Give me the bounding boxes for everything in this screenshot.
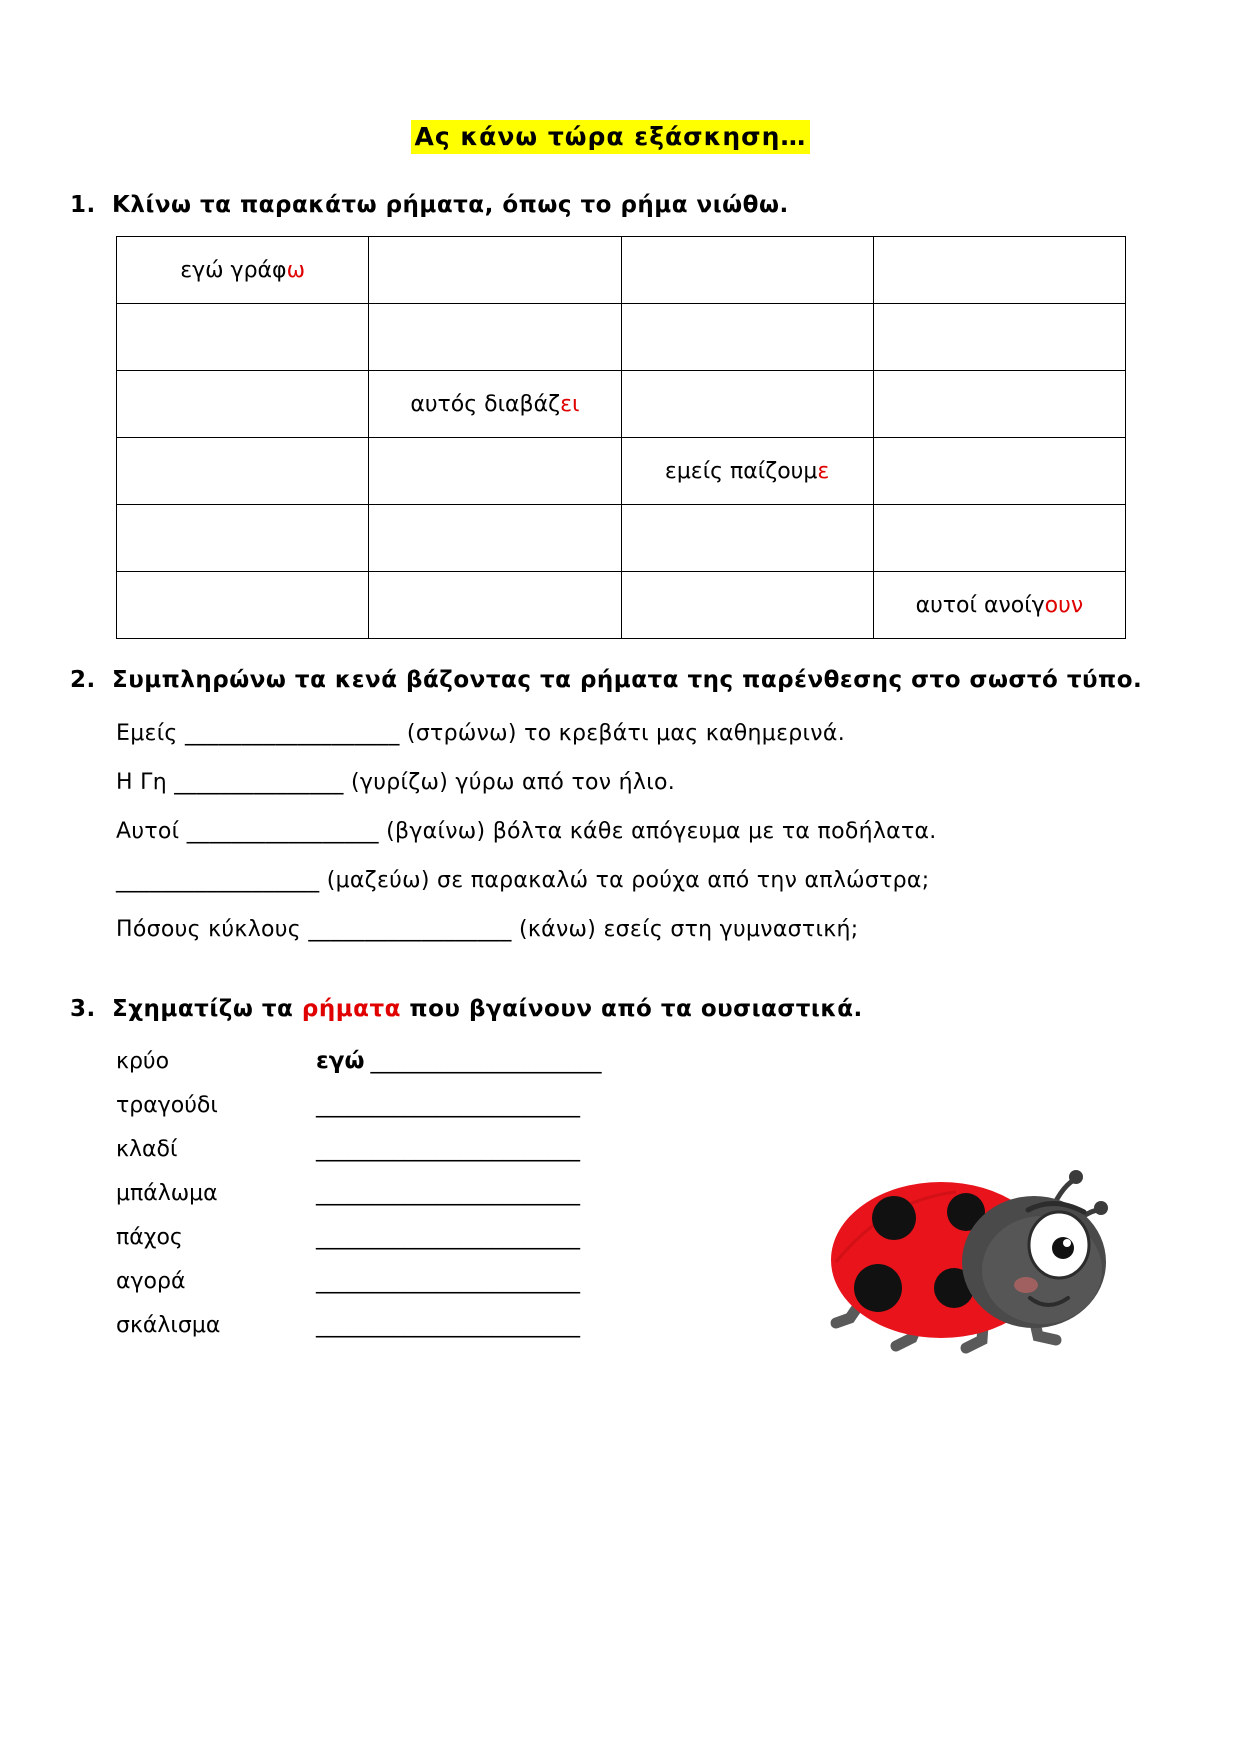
exercise2-line-4[interactable]: __________________ (μαζεύω) σε παρακαλώ τα ρούχα από την απλώστρα; bbox=[116, 868, 930, 893]
list-item bbox=[116, 1093, 1151, 1118]
table-row bbox=[117, 505, 1126, 572]
exercise3-noun-6: αγορά bbox=[116, 1269, 186, 1294]
cell-stem: εγώ γράφ bbox=[180, 257, 287, 283]
table-cell-r6c2[interactable] bbox=[369, 572, 621, 639]
ladybug-icon bbox=[816, 1140, 1116, 1370]
table-cell-r1c2[interactable] bbox=[369, 237, 621, 304]
table-cell-r4c3[interactable] bbox=[621, 438, 873, 505]
list-item bbox=[116, 1048, 1151, 1074]
exercise3-number: 3. bbox=[70, 996, 96, 1022]
exercise1-heading bbox=[70, 192, 1151, 218]
table-row bbox=[117, 371, 1126, 438]
table-cell-r6c1[interactable] bbox=[117, 572, 369, 639]
table-cell-r3c2[interactable] bbox=[369, 371, 621, 438]
cell-stem: εμείς παίζουμ bbox=[664, 458, 818, 484]
exercise3-blank-6[interactable]: ________________________ bbox=[316, 1269, 580, 1294]
table-cell-r2c4[interactable] bbox=[873, 304, 1125, 371]
exercise3-noun-5: πάχος bbox=[116, 1225, 183, 1250]
exercise2-line-5[interactable]: Πόσους κύκλους __________________ (κάνω) εσείς στη γυμναστική; bbox=[116, 917, 859, 942]
exercise2-number: 2. bbox=[70, 667, 96, 693]
table-cell-r6c3[interactable] bbox=[621, 572, 873, 639]
table-cell-r2c1[interactable] bbox=[117, 304, 369, 371]
exercise3-noun-7: σκάλισμα bbox=[116, 1313, 221, 1338]
exercise3-blank-3[interactable]: ________________________ bbox=[316, 1137, 580, 1162]
exercise3-blank-1[interactable]: _____________________ bbox=[370, 1049, 602, 1074]
table-cell-r4c4[interactable] bbox=[873, 438, 1125, 505]
table-cell-r4c2[interactable] bbox=[369, 438, 621, 505]
exercise3-heading bbox=[70, 996, 1151, 1022]
cell-ending: ουν bbox=[1044, 592, 1084, 618]
exercise3-instruction-after: που βγαίνουν από τα ουσιαστικά. bbox=[400, 996, 863, 1022]
exercise2-line-3[interactable]: Αυτοί _________________ (βγαίνω) βόλτα κάθε απόγευμα με τα ποδήλατα. bbox=[116, 819, 937, 844]
table-row bbox=[117, 237, 1126, 304]
table-cell-r5c2[interactable] bbox=[369, 505, 621, 572]
table-cell-r5c4[interactable] bbox=[873, 505, 1125, 572]
table-cell-r3c1[interactable] bbox=[117, 371, 369, 438]
exercise3-blank-4[interactable]: ________________________ bbox=[316, 1181, 580, 1206]
title-row bbox=[70, 120, 1151, 154]
exercise2-lines bbox=[116, 721, 1151, 942]
table-cell-r1c4[interactable] bbox=[873, 237, 1125, 304]
table-cell-r4c1[interactable] bbox=[117, 438, 369, 505]
table-cell-r1c3[interactable] bbox=[621, 237, 873, 304]
exercise3-noun-2: τραγούδι bbox=[116, 1093, 218, 1118]
table-cell-r1c1[interactable] bbox=[117, 237, 369, 304]
exercise2-line-1[interactable]: Εμείς ___________________ (στρώνω) το κρεβάτι μας καθημερινά. bbox=[116, 721, 845, 746]
exercise3-instruction-before: Σχηματίζω τα bbox=[112, 996, 302, 1022]
table-cell-r3c3[interactable] bbox=[621, 371, 873, 438]
exercise3-noun-4: μπάλωμα bbox=[116, 1181, 218, 1206]
table-cell-r5c3[interactable] bbox=[621, 505, 873, 572]
exercise3-blank-7[interactable]: ________________________ bbox=[316, 1313, 580, 1338]
exercise3-noun-1: κρύο bbox=[116, 1049, 170, 1074]
exercise2-line-2[interactable]: Η Γη _______________ (γυρίζω) γύρω από τον ήλιο. bbox=[116, 770, 676, 795]
table-cell-r2c3[interactable] bbox=[621, 304, 873, 371]
exercise3-instruction-highlight: ρήματα bbox=[301, 996, 401, 1022]
cell-stem: αυτοί ανοίγ bbox=[915, 592, 1045, 618]
exercise2-heading bbox=[70, 667, 1151, 693]
exercise3-blank-5[interactable]: ________________________ bbox=[316, 1225, 580, 1250]
exercise3-ego-label: εγώ bbox=[316, 1048, 365, 1074]
cell-ending: ω bbox=[286, 257, 305, 283]
cell-stem: αυτός διαβάζ bbox=[410, 391, 561, 417]
exercise1-number: 1. bbox=[70, 192, 96, 218]
table-row bbox=[117, 304, 1126, 371]
cell-ending: ε bbox=[817, 458, 830, 484]
conjugation-table bbox=[116, 236, 1126, 639]
table-cell-r3c4[interactable] bbox=[873, 371, 1125, 438]
table-cell-r2c2[interactable] bbox=[369, 304, 621, 371]
cell-ending: ει bbox=[560, 391, 580, 417]
exercise3-noun-3: κλαδί bbox=[116, 1137, 178, 1162]
page-title: Ας κάνω τώρα εξάσκηση… bbox=[411, 120, 811, 154]
exercise1-instruction: Κλίνω τα παρακάτω ρήματα, όπως το ρήμα νιώθω. bbox=[112, 192, 789, 218]
table-row bbox=[117, 438, 1126, 505]
exercise3-body bbox=[70, 1048, 1151, 1338]
table-row bbox=[117, 572, 1126, 639]
table-cell-r6c4[interactable] bbox=[873, 572, 1125, 639]
exercise3-blank-2[interactable]: ________________________ bbox=[316, 1093, 580, 1118]
exercise2-instruction: Συμπληρώνω τα κενά βάζοντας τα ρήματα της παρένθεσης στο σωστό τύπο. bbox=[112, 667, 1143, 693]
table-cell-r5c1[interactable] bbox=[117, 505, 369, 572]
